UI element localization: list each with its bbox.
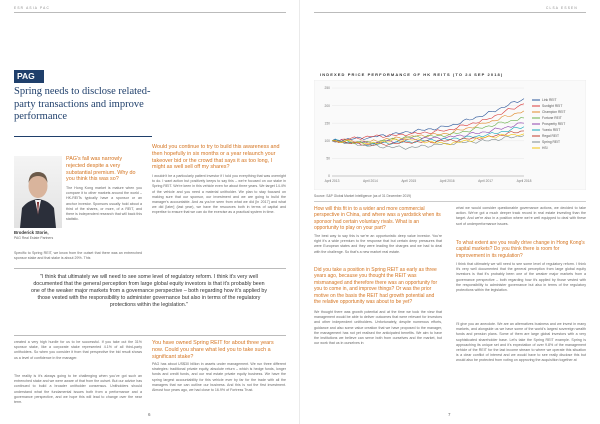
answer-6-continued: what we would consider questionable governance actions, we decided to take action. We've got a much deeper track record in real estate investing than the target. And we're also in a position where we're well equipped to deal with these sort of underperformance issues. — [456, 206, 586, 226]
legend-label: Sunlight REIT — [542, 104, 563, 109]
legend-label: HSI — [542, 146, 548, 151]
x-tick-label: April 2016 — [439, 179, 455, 183]
legend-label: Prosperity REIT — [542, 122, 566, 127]
x-tick-label: April 2014 — [362, 179, 378, 183]
y-tick-label: 250 — [324, 86, 330, 91]
header-rule — [14, 12, 286, 13]
y-tick-label: 50 — [326, 156, 330, 161]
answer-1-continued: Specific to Spring REIT, we know from the outset that there was an entrenched sponsor stake and that stake is about 29%. This — [14, 251, 142, 261]
x-tick-label: April 2017 — [478, 179, 494, 183]
legend-label: Yuexiu REIT — [542, 128, 561, 133]
page-number-left: 6 — [148, 412, 151, 417]
person-title: PAG Real Estate Partners — [14, 236, 54, 240]
answer-6: We thought there was growth potential and at the time we took the view that management would be able to deliver outcomes that were relevant for investors and other independent unitholders. Unfortunately, despite numerous efforts, guidance and also some value creation that we have proposed to the manager, the management has not yet realised the anticipated benefits. We aim to have the institutions we believe can serve both from ourselves and the market, but our work that us in ourselves in — [314, 310, 442, 346]
answer-5: The best way to say this is we're an opportunistic deep value investor. You're right it's a wide premium to the response that but certain deep pressures that were European states and they were leading the charges and we had to deal with the challenge. So that's a new market real estate. — [314, 234, 442, 254]
y-tick-label: 0 — [328, 174, 330, 179]
x-tick-label: April 2015 — [401, 179, 417, 183]
pullquote-rule-bottom — [14, 335, 286, 336]
question-6: Did you take a position in Spring REIT as early as three years ago, because you thought the REIT was mismanaged and therefore there was an opportunity for you to come in, and improve things? Or was the prior motive on the basis the REIT had growth potential and the relative opportunity was about to be yet? — [314, 267, 438, 306]
chart-rule — [314, 201, 586, 202]
question-7: To what extent are you really drive change in Hong Kong's capital markets? Do you think there is room for improvement in its regulation? — [456, 240, 585, 259]
person-silhouette-icon — [14, 156, 62, 228]
chart-source: Source: S&P Global Market Intelligence (as of 31 December 2019) — [314, 194, 412, 198]
title-rule — [14, 136, 152, 137]
running-header-left: ESR ASIA PAC — [14, 6, 50, 10]
question-5: How will this fit in to a wider and more commercial perspective in China, and where was a yardstick when its sponsor had certain voluntary rivals. What is an opportunity to play on your part? — [314, 206, 441, 232]
answer-2: I wouldn't be a particularly patient investor if I told you everything that was overnight to do. I want action but positively keeps to say this – we're focused on our stake in Spring REIT. We're keen in this vehicle even for about three years. We target 14.4% of the vehicle and you need a material unitholder. We plan to stay focused on making sure that our sponsor, our investment and we are going to build the manager's accountable. And as you've seen from what we did [in 2017] and what we did [later] (last year), we have the resources both in terms of capital and expertise to ensure that we can do the exercise as a practical system in time. — [152, 174, 286, 215]
question-4: You have owned Spring REIT for about three years now. Could you share what led you to take such a significant stake? — [152, 340, 274, 360]
question-2: Would you continue to try to build this awareness and then hopefully in six months or a year relaunch your takeover bid or the crowd that says it as too long, I might as well sell off my shares? — [152, 144, 280, 171]
chart-title: INDEXED PRICE PERFORMANCE OF HK REITS (TO 24 SEP 2018) — [320, 72, 504, 77]
answer-4: PAG has about US$30 billion in assets under management. We run three different strategies: traditional private equity, absolute return – which is hedge funds, longer funds and credit funds, and our real estate private equity business. We have the spring largest accountability for this vehicle ever by far for the trade with all the managers that we can outline our business. And this is not the first investment. Almost four years ago, we had close to 16.9% of Fortress Trust. — [152, 362, 286, 393]
running-header-right: CLSA ESSEN — [546, 6, 578, 10]
x-tick-label: April 2018 — [516, 179, 532, 183]
answer-3: created a very high hurdle for us to be successful. If you take out the 31% sponsor stake, like a corporate stake represented 4.1% of all third-party unitholders. So when you consider it from that perspective the bid result shows us a level of confidence in the manager. — [14, 340, 142, 360]
header-rule-right — [314, 12, 586, 13]
pull-quote: "I think that ultimately we will need to see some level of regulatory reform. I think it's very well documented that the general perception from large global equity investors is that it's probably been one of the weaker major markets from a governance perspective – both regarding how it's applied by those vested with the responsibility to administer governance but also in terms of the regulatory protections within the legislation." — [31, 274, 267, 308]
page-number-right: 7 — [448, 412, 451, 417]
x-tick-label: April 2013 — [324, 179, 340, 183]
reit-performance-chart — [314, 80, 586, 190]
y-tick-label: 100 — [324, 139, 330, 143]
y-tick-label: 150 — [324, 121, 330, 126]
portrait-photo — [14, 156, 62, 228]
y-tick-label: 200 — [324, 103, 330, 108]
answer-3-continued: The reality is it's always going to be challenging when you've got such an entrenched stake and we were aware of that from the outset. But our advice has continued to build a broader unitholder consensus. Unitholders should understand what the fundamental issues both from a performance and a governance perspective, and we hope this will lead to change over the near term. — [14, 374, 142, 405]
section-title: Spring needs to disclose related-party transactions and improve performance — [14, 86, 151, 122]
legend-label: Champion REIT — [542, 110, 566, 115]
legend-label: Spring REIT — [542, 140, 560, 145]
person-name: Broderick Storie, — [14, 230, 49, 235]
answer-1: The Hong Kong market is mature when you compare it to other markets around the world – HK-REITs typically have a sponsor or an anchor investor. Sponsors usually hold about a third of the shares, or more, of a REIT, and there is independent research that will back this statistic. — [66, 186, 142, 222]
question-1: PAG's fall was narrowly rejected despite a very substantial premium. Why do you think this was so? — [66, 156, 136, 183]
right-page — [300, 0, 600, 424]
legend-label: Link REIT — [542, 98, 557, 103]
answer-7: I think that ultimately we will need to see some level of regulatory reform. I think it's very well documented that the general perception from large global equity investors is that it's probably been one of the weaker major markets from a governance perspective – both regarding how it's applied by those vested with the responsibility to administer governance but also in terms of the regulatory protections within the legislation. — [456, 262, 586, 293]
pullquote-rule-top — [14, 268, 286, 269]
answer-7-continued: I'll give you an anecdote. We are an alternatives business and we invest in many markets, and alongside us we have some of the world's largest sovereign wealth funds and pension plans. Some of them are large global investors with a very sophisticated shareholder base. Let's take the Spring REIT example. Spring is approaching its unique set and it's expectation of over 9.8% of the management vehicle of the REIT for the last income stream to where we operate this situation is a clear conflict of interest and we would have to see really disclose this but would also be protected from voting on approving the acquisition together at — [456, 322, 586, 363]
legend-label: Fortune REIT — [542, 116, 562, 121]
section-tag: PAG — [14, 70, 44, 83]
legend-label: Regal REIT — [542, 134, 560, 139]
